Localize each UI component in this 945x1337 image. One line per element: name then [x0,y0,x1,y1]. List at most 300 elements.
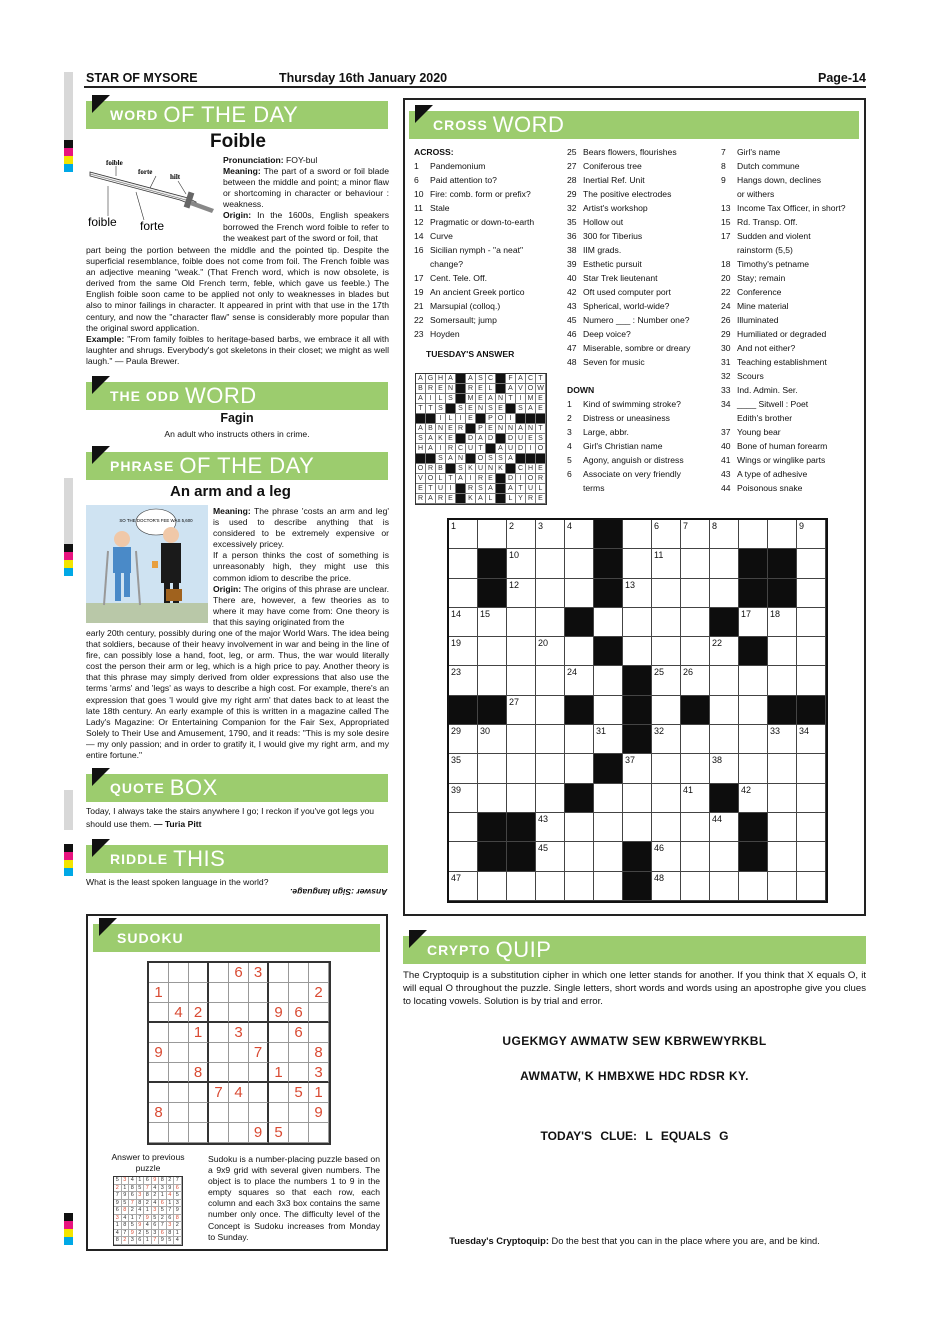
crossword-cell[interactable] [710,579,739,608]
crossword-cell[interactable] [536,666,565,695]
crossword-cell[interactable] [449,637,478,666]
sudoku-cell[interactable] [309,1123,329,1143]
crossword-cell[interactable] [652,784,681,813]
sudoku-cell[interactable] [149,963,169,983]
crossword-cell[interactable] [565,549,594,578]
cell-number: 31 [596,726,607,737]
prev-sudoku-cell: 4 [174,1237,182,1245]
sudoku-cell[interactable] [269,1103,289,1123]
clue-text: Deep voice? [583,329,631,339]
crossword-cell[interactable] [536,696,565,725]
crossword-cell[interactable] [681,813,710,842]
clue-text: Humiliated or degraded [737,329,827,339]
crossword-cell[interactable] [768,842,797,871]
crossword-cell[interactable] [768,608,797,637]
prev-sudoku-cell: 1 [144,1207,152,1215]
crossword-cell[interactable] [536,579,565,608]
across-clue [567,159,719,173]
crossword-cell[interactable] [594,696,623,725]
sudoku-cell[interactable] [189,1043,209,1063]
answer-cell: I [436,414,446,424]
crossword-cell[interactable] [478,872,507,901]
sudoku-cell[interactable] [209,983,229,1003]
sudoku-cell[interactable] [149,1123,169,1143]
crossword-cell[interactable] [652,520,681,549]
crossword-cell[interactable] [768,784,797,813]
sudoku-cell[interactable] [229,1063,249,1083]
crossword-cell[interactable] [478,637,507,666]
clue-number: 35 [567,217,577,227]
crossword-cell[interactable] [594,872,623,901]
clue-number: 29 [721,329,731,339]
crossword-cell[interactable] [652,666,681,695]
crossword-cell[interactable] [797,813,826,842]
prev-sudoku-cell: 4 [122,1215,130,1223]
crossword-cell[interactable] [565,872,594,901]
clue-number: 5 [567,455,572,465]
black-square [478,549,507,578]
crossword-cell[interactable] [449,725,478,754]
crossword-cell[interactable] [797,754,826,783]
answer-cell: A [426,434,436,444]
crossword-cell[interactable] [768,520,797,549]
sudoku-cell[interactable] [289,1123,309,1143]
sudoku-cell[interactable] [169,963,189,983]
answer-cell: A [516,374,526,384]
answer-cell: C [486,374,496,384]
crossword-cell[interactable] [710,813,739,842]
crossword-cell[interactable] [681,872,710,901]
crossword-cell[interactable] [710,754,739,783]
crossword-cell[interactable] [449,784,478,813]
answer-cell: S [456,464,466,474]
crossword-cell[interactable] [623,637,652,666]
crossword-cell[interactable] [652,549,681,578]
crossword-cell[interactable] [565,813,594,842]
crossword-cell[interactable] [710,637,739,666]
crossword-cell[interactable] [594,813,623,842]
answer-cell: T [446,474,456,484]
crossword-cell[interactable] [681,520,710,549]
sudoku-cell[interactable] [189,1083,209,1103]
tuesday-answer-grid [415,373,547,505]
down-clue [567,453,719,467]
across-clue [414,229,564,243]
sudoku-cell[interactable] [229,1103,249,1123]
crossword-cell[interactable] [536,549,565,578]
sudoku-cell[interactable] [149,1003,169,1023]
clue-text: Oft used computer port [583,287,671,297]
crossword-cell[interactable] [652,813,681,842]
sudoku-cell[interactable] [289,1103,309,1123]
pronunciation: FOY-bul [283,155,318,165]
crossword-cell[interactable] [797,725,826,754]
sudoku-cell[interactable] [149,1063,169,1083]
sudoku-cell[interactable] [249,983,269,1003]
crossword-cell[interactable] [536,813,565,842]
answer-cell: C [456,444,466,454]
answer-cell [426,414,436,424]
crossword-cell[interactable] [594,842,623,871]
crossword-cell[interactable] [565,754,594,783]
crossword-cell[interactable] [478,754,507,783]
crossword-cell[interactable] [507,784,536,813]
crossword-cell[interactable] [507,579,536,608]
crossword-cell[interactable] [739,872,768,901]
sudoku-cell[interactable] [189,983,209,1003]
sudoku-cell[interactable] [169,1023,189,1043]
crossword-cell[interactable] [768,754,797,783]
crossword-cell[interactable] [652,608,681,637]
crossword-cell[interactable] [681,608,710,637]
crossword-cell[interactable] [739,696,768,725]
crossword-cell[interactable] [449,813,478,842]
crossword-cell[interactable] [507,666,536,695]
crossword-cell[interactable] [478,725,507,754]
sudoku-cell[interactable] [289,1043,309,1063]
cell-number: 38 [712,755,723,766]
sudoku-cell[interactable] [229,1123,249,1143]
clue-number: 29 [567,189,577,199]
crossword-cell[interactable] [536,784,565,813]
crossword-cell[interactable] [478,784,507,813]
answer-cell [456,434,466,444]
clue-text: Conference [737,287,782,297]
cell-number: 17 [741,608,752,619]
crossword-cell[interactable] [681,666,710,695]
crossword-cell[interactable] [565,579,594,608]
down-clue [721,271,866,285]
crossword-cell[interactable] [536,608,565,637]
sudoku-cell[interactable] [169,1123,189,1143]
clue-number: 28 [567,175,577,185]
sudoku-cell[interactable] [209,963,229,983]
crossword-cell[interactable] [710,725,739,754]
crossword-cell[interactable] [652,579,681,608]
crossword-cell[interactable] [507,872,536,901]
crossword-cell[interactable] [797,842,826,871]
crossword-cell[interactable] [681,549,710,578]
sudoku-cell[interactable] [269,1023,289,1043]
clue-number: 36 [567,231,577,241]
across-clues-1 [414,145,564,361]
sudoku-cell[interactable] [149,1083,169,1103]
crossword-cell[interactable] [681,842,710,871]
sudoku-cell[interactable] [169,983,189,1003]
origin-start: The origins of this phrase are unclear. There are, however, a few theories as to where it may have come from: One theory is that this saying originated from the [213,583,389,627]
sudoku-cell[interactable] [269,963,289,983]
prev-sudoku-cell: 5 [122,1200,130,1208]
prev-sudoku-cell: 6 [152,1222,160,1230]
down-clue [721,411,866,425]
crossword-cell[interactable] [681,784,710,813]
clue-number [721,411,737,425]
crossword-cell[interactable] [681,754,710,783]
prev-sudoku-cell: 2 [122,1237,130,1245]
answer-cell: A [416,424,426,434]
across-clue [567,215,719,229]
down-clue [721,229,866,243]
crossword-cell[interactable] [507,608,536,637]
crossword-cell[interactable] [507,549,536,578]
cell-number: 26 [683,667,694,678]
crossword-cell[interactable] [623,520,652,549]
crossword-cell[interactable] [797,637,826,666]
answer-cell: S [476,374,486,384]
sudoku-cell[interactable] [169,1043,189,1063]
sudoku-cell[interactable] [169,1083,189,1103]
crossword-cell[interactable] [449,754,478,783]
black-square [739,579,768,608]
crossword-cell[interactable] [449,666,478,695]
sudoku-cell[interactable] [289,963,309,983]
crossword-cell[interactable] [449,842,478,871]
crossword-cell[interactable] [449,549,478,578]
answer-cell: T [536,424,546,434]
crossword-cell[interactable] [652,637,681,666]
crossword-cell[interactable] [652,725,681,754]
across-clue [567,313,719,327]
crossword-cell[interactable] [449,520,478,549]
cell-number: 42 [741,784,752,795]
sudoku-cell[interactable] [309,963,329,983]
answer-cell: U [476,464,486,474]
corner-mark [92,95,110,113]
crossword-cell[interactable] [565,666,594,695]
clue-text: change? [430,259,463,269]
sword-illustration [86,154,218,236]
sudoku-cell[interactable] [189,1103,209,1123]
sudoku-cell: 9 [149,1043,169,1063]
crossword-cell[interactable] [739,784,768,813]
crossword-cell[interactable] [652,754,681,783]
sudoku-cell[interactable] [209,1063,229,1083]
sudoku-cell[interactable] [229,1043,249,1063]
clue-number: 27 [567,161,577,171]
sudoku-cell[interactable] [249,1083,269,1103]
answer-cell: A [526,404,536,414]
clue-text: Edith's brother [737,413,793,423]
crossword-cell[interactable] [507,725,536,754]
crossword-cell[interactable] [797,666,826,695]
answer-cell: H [416,444,426,454]
sudoku-cell[interactable] [249,1103,269,1123]
answer-cell: E [446,434,456,444]
phrase-origin: early 20th century, possibly during one of the major World Wars. The idea being that soldiers, because of their heavy involvement in war and being in the line of fire, can possibly lose a hand, foot, leg, or arm. Thus, the war would literally cost the person their arm or leg, which is a high price to pay. Another theory is that this phrase may simply derived from older expressions that also use the terms 'arms' and 'legs' as ways to describe a high cost. For example, there's an expression that goes 'I would give my right arm' that dates back to at least the late 18th century. An early example of this is written in a magazine called The Lady's Magazine: Or Entertaining Companion for the Fair Sex, Appropriated Solely to Their Use and Amusement, 1790, and it reads: "This is my sole desire — my only passion; and in order to gratify it, I would give my right arm, and my entire fortune." [86,628,389,761]
sudoku-cell[interactable] [209,1023,229,1043]
answer-cell: E [446,424,456,434]
crossword-cell[interactable] [739,666,768,695]
sudoku-cell[interactable] [289,983,309,1003]
crossword-cell[interactable] [478,520,507,549]
cell-number: 22 [712,638,723,649]
crossword-cell[interactable] [536,872,565,901]
crossword-cell[interactable] [710,696,739,725]
crossword-cell[interactable] [449,579,478,608]
crossword-cell[interactable] [710,842,739,871]
crossword-cell[interactable] [797,608,826,637]
answer-cell [516,414,526,424]
crossword-cell[interactable] [768,725,797,754]
sudoku-cell: 5 [269,1123,289,1143]
crossword-cell[interactable] [739,754,768,783]
margin-bar [64,478,73,546]
sudoku-cell[interactable] [269,1083,289,1103]
prev-sudoku-cell: 2 [174,1222,182,1230]
crossword-cell[interactable] [623,754,652,783]
across-clue [414,271,564,285]
sudoku-cell[interactable] [209,1123,229,1143]
crossword-cell[interactable] [652,872,681,901]
down-clue [721,481,866,495]
sudoku-cell[interactable] [229,983,249,1003]
crossword-cell[interactable] [623,813,652,842]
answer-cell: C [526,374,536,384]
answer-cell [466,424,476,434]
down-label: DOWN [567,385,595,395]
crossword-cell[interactable] [710,549,739,578]
banner-big: WORD [492,112,565,137]
answer-cell: E [466,404,476,414]
crossword-cell[interactable] [536,754,565,783]
crossword-cell[interactable] [565,725,594,754]
across-clue [567,173,719,187]
crossword-cell[interactable] [797,579,826,608]
crossword-cell[interactable] [797,872,826,901]
sudoku-cell[interactable] [269,1043,289,1063]
crossword-cell[interactable] [797,549,826,578]
crossword-cell[interactable] [623,608,652,637]
banner-big: BOX [169,775,218,800]
answer-cell: S [436,454,446,464]
crossword-cell[interactable] [797,784,826,813]
crossword-cell[interactable] [565,842,594,871]
answer-cell: T [536,374,546,384]
sudoku-cell[interactable] [149,1023,169,1043]
crossword-cell[interactable] [739,520,768,549]
crossword-cell[interactable] [478,666,507,695]
crossword-cell[interactable] [507,637,536,666]
origin-label: Origin: [223,210,252,221]
sudoku-cell: 9 [249,1123,269,1143]
clue-number: 6 [567,469,572,479]
corner-mark [92,376,110,394]
answer-cell: B [416,384,426,394]
prev-sudoku-cell: 8 [159,1177,167,1185]
prev-sudoku-cell: 6 [129,1192,137,1200]
crossword-cell[interactable] [623,784,652,813]
answer-cell: S [536,434,546,444]
sudoku-cell[interactable] [209,1043,229,1063]
sudoku-cell[interactable] [309,1003,329,1023]
crossword-cell[interactable] [710,666,739,695]
label-foible: foible [106,159,123,167]
answer-cell: A [486,394,496,404]
answer-cell: I [516,474,526,484]
clue-number: 44 [721,483,731,493]
phrase-title: An arm and a leg [170,483,291,500]
sudoku-cell[interactable] [269,983,289,1003]
prev-sudoku-cell: 7 [114,1192,122,1200]
sudoku-cell[interactable] [249,1063,269,1083]
crossword-cell[interactable] [565,520,594,549]
crossword-cell[interactable] [565,637,594,666]
crossword-cell[interactable] [449,608,478,637]
answer-cell: R [476,474,486,484]
answer-cell: E [476,394,486,404]
crossword-cell[interactable] [507,696,536,725]
crossword-cell[interactable] [739,608,768,637]
sudoku-cell[interactable] [229,1003,249,1023]
down-clue [567,411,719,425]
sudoku-cell[interactable] [169,1063,189,1083]
crossword-cell[interactable] [768,666,797,695]
sudoku-cell[interactable] [309,1023,329,1043]
crossword-cell[interactable] [536,842,565,871]
sudoku-cell[interactable] [249,1003,269,1023]
crossword-cell[interactable] [507,754,536,783]
sudoku-cell[interactable] [189,963,209,983]
crossword-cell[interactable] [594,784,623,813]
crossword-cell[interactable] [710,520,739,549]
clue-text: A type of adhesive [737,469,808,479]
sudoku-cell[interactable] [249,1023,269,1043]
answer-cell: P [486,414,496,424]
prev-sudoku-cell: 2 [144,1200,152,1208]
crossword-cell[interactable] [652,696,681,725]
down-clue [721,187,866,201]
sudoku-cell[interactable] [209,1003,229,1023]
crossword-cell[interactable] [594,666,623,695]
crossword-cell[interactable] [507,520,536,549]
sudoku-cell[interactable] [169,1103,189,1123]
prev-sudoku-cell: 6 [144,1177,152,1185]
clue-number: 21 [414,301,424,311]
crossword-cell[interactable] [623,549,652,578]
crossword-cell[interactable] [536,520,565,549]
clue-text: Rd. Transp. Off. [737,217,798,227]
crossword-cell[interactable] [739,725,768,754]
crossword-cell[interactable] [768,872,797,901]
clue-text: Large, abbr. [583,427,629,437]
clue-text: Mine material [737,301,789,311]
sudoku-cell[interactable] [289,1063,309,1083]
crossword-cell[interactable] [449,872,478,901]
crossword-cell[interactable] [797,520,826,549]
crossword-cell[interactable] [536,637,565,666]
sudoku-cell[interactable] [209,1103,229,1123]
odd-word-definition: An adult who instructs others in crime. [164,429,310,439]
prev-sudoku-cell: 1 [122,1185,130,1193]
crossword-cell[interactable] [768,637,797,666]
clue-text: Esthetic pursuit [583,259,642,269]
crossword-cell[interactable] [710,872,739,901]
crossword-cell[interactable] [681,725,710,754]
answer-cell: L [436,394,446,404]
sudoku-cell[interactable] [189,1123,209,1143]
crossword-cell[interactable] [681,579,710,608]
answer-cell [496,374,506,384]
prev-sudoku-cell: 5 [159,1207,167,1215]
crossword-cell[interactable] [652,842,681,871]
crossword-cell[interactable] [681,637,710,666]
crossword-cell[interactable] [536,725,565,754]
crossword-cell[interactable] [478,608,507,637]
crossword-cell[interactable] [594,608,623,637]
crossword-cell[interactable] [768,813,797,842]
crossword-cell[interactable] [594,725,623,754]
crossword-cell[interactable] [623,579,652,608]
